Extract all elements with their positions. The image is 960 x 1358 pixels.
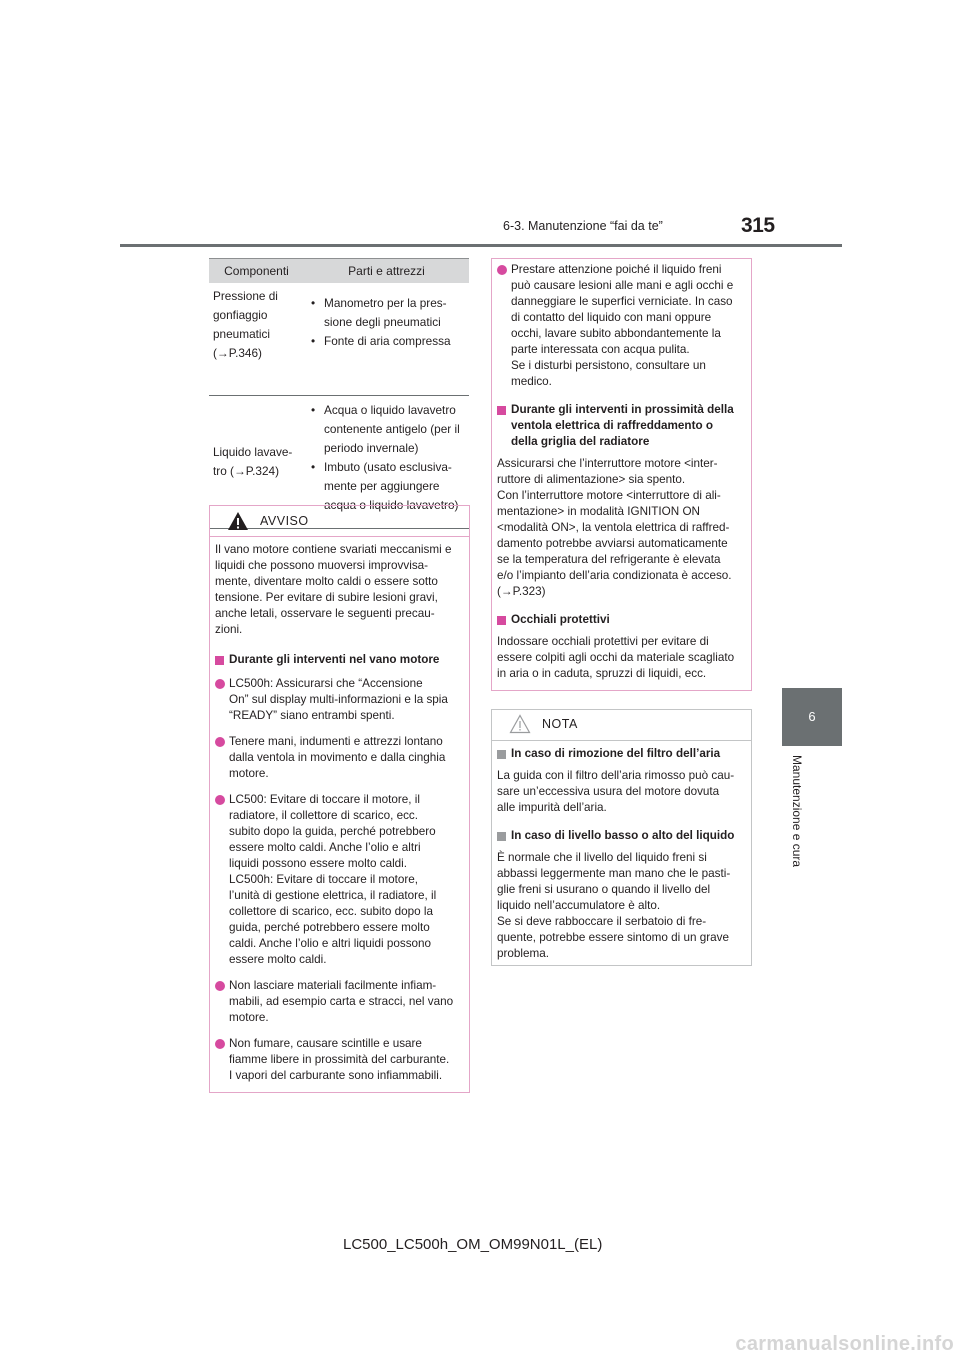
nota-title: NOTA xyxy=(542,717,578,731)
square-bullet-icon xyxy=(497,750,506,759)
square-bullet-icon xyxy=(497,406,506,415)
paragraph-fluid-level: È normale che il livello del liquido freni si abbassi leggermente man mano che le pasti- glie freni si usurano o quando il livello del liquido nell’accumulatore è alto. Se si deve rabboccare il serbatoio di fre- quente, potrebbe essere sintomo di un grave problema. xyxy=(497,851,731,960)
list-item: • Fonte di aria compressa xyxy=(308,332,469,351)
bullet-icon xyxy=(215,737,225,747)
paragraph-goggles: Indossare occhiali protettivi per evitare di essere colpiti agli occhi da materiale scagliato in aria o in caduta, spruzzi di liquidi, ecc. xyxy=(497,635,735,680)
avviso-intro: Il vano motore contiene svariati meccanismi e liquidi che possono muoversi improvvisa- mente, diventare molto caldi o essere sotto tensione. Per evitare di subire lesioni gravi, anche letali, osservare le seguenti precau- zioni. xyxy=(215,543,452,636)
list-item: Non lasciare materiali facilmente infiam- mabili, ad esempio carta e stracci, nel vano motore. xyxy=(215,978,462,1026)
watermark: carmanualsonline.info xyxy=(735,1333,954,1355)
list-item: • Manometro per la pres- sione degli pneumatici xyxy=(308,294,469,332)
table-header-components: Componenti xyxy=(209,259,304,284)
square-bullet-icon xyxy=(497,616,506,625)
bullet-icon xyxy=(497,265,507,275)
list-item: Prestare attenzione poiché il liquido freni può causare lesioni alle mani e agli occhi e danneggiare le superfici verniciate. In caso di contatto del liquido con mani oppure occhi, lavare subito abbondantemente la parte interessata con acqua pulita. Se i disturbi persistono, consultare un medico. xyxy=(497,262,744,390)
page-number: 315 xyxy=(741,214,775,237)
avviso-box xyxy=(209,505,470,1093)
list-item: Tenere mani, indumenti e attrezzi lontano dalla ventola in movimento e dalla cinghia motore. xyxy=(215,734,462,782)
avviso-title: AVVISO xyxy=(260,514,309,528)
header-rule xyxy=(120,244,842,247)
list-item: LC500h: Assicurarsi che “Accensione On” sul display multi-informazioni e la spia “READY” siano entrambi spenti. xyxy=(215,676,462,724)
subheading-air-filter: In caso di rimozione del filtro dell’aria xyxy=(497,746,744,762)
caution-outline-icon xyxy=(509,714,531,734)
document-code: LC500_LC500h_OM_OM99N01L_(EL) xyxy=(343,1236,603,1253)
table-cell-component: Pressione di gonfiaggio pneumatici (→P.346) xyxy=(209,283,304,396)
bullet-icon xyxy=(215,1039,225,1049)
bullet-icon xyxy=(215,795,225,805)
chapter-label: Manutenzione e cura xyxy=(790,755,804,868)
table-cell-parts xyxy=(304,283,469,396)
nota-header xyxy=(492,710,751,741)
table-cell-component: Liquido lavave- tro (→P.324) xyxy=(209,396,304,529)
table-header-parts: Parti e attrezzi xyxy=(304,259,469,284)
subheading-goggles: Occhiali protettivi xyxy=(497,612,744,628)
paragraph-air-filter: La guida con il filtro dell’aria rimosso può cau- sare un’eccessiva usura del motore dovuta alle impurità dell’aria. xyxy=(497,769,735,814)
square-bullet-icon xyxy=(497,832,506,841)
avviso-header xyxy=(210,506,469,537)
avviso-subheading: Durante gli interventi nel vano motore xyxy=(215,652,462,668)
chapter-tab: 6 xyxy=(782,688,842,746)
bullet-icon xyxy=(215,981,225,991)
list-item: Non fumare, causare scintille e usare fiamme libere in prossimità del carburante. I vapori del carburante sono infiammabili. xyxy=(215,1036,462,1084)
subheading-fluid-level: In caso di livello basso o alto del liquido xyxy=(497,828,744,844)
bullet-icon xyxy=(215,679,225,689)
square-bullet-icon xyxy=(215,656,224,665)
parts-table xyxy=(209,258,469,529)
list-item: • Acqua o liquido lavavetro contenente antigelo (per il periodo invernale) xyxy=(308,401,469,458)
avviso-continued-box xyxy=(491,258,752,691)
list-item: LC500: Evitare di toccare il motore, il radiatore, il collettore di scarico, ecc. subito dopo la guida, perché potrebbero essere molto caldi. Anche l’olio e altri liquidi possono essere molto caldi. LC500h: Evitare di toccare il motore, l’unità di gestione elettrica, il radiatore, il collettore di scarico, ecc. subito dopo la guida, perché potrebbero essere molto caldi. Anche l’olio e altri liquidi possono essere molto caldi. xyxy=(215,792,462,968)
section-title: 6-3. Manutenzione “fai da te” xyxy=(503,219,663,233)
subheading-cooling-fan: Durante gli interventi in prossimità della ventola elettrica di raffreddamento o della griglia del radiatore xyxy=(497,402,744,450)
nota-box xyxy=(491,709,752,966)
list-item: • Imbuto (usato esclusiva- mente per aggiungere acqua o liquido lavavetro) xyxy=(308,458,469,515)
warning-icon xyxy=(227,511,249,531)
paragraph-cooling-fan: Assicurarsi che l’interruttore motore <inter- ruttore di alimentazione> sia spento. Con l’interruttore motore <interruttore di ali- mentazione> in modalità IGNITION ON <modalità ON>, la ventola elettrica di raffred- damento potrebbe avviarsi automaticamente se la temperatura del refrigerante è elevata e/o l’impianto dell’aria condizionata è acceso. (→P.323) xyxy=(497,457,732,598)
table-row xyxy=(209,283,469,396)
